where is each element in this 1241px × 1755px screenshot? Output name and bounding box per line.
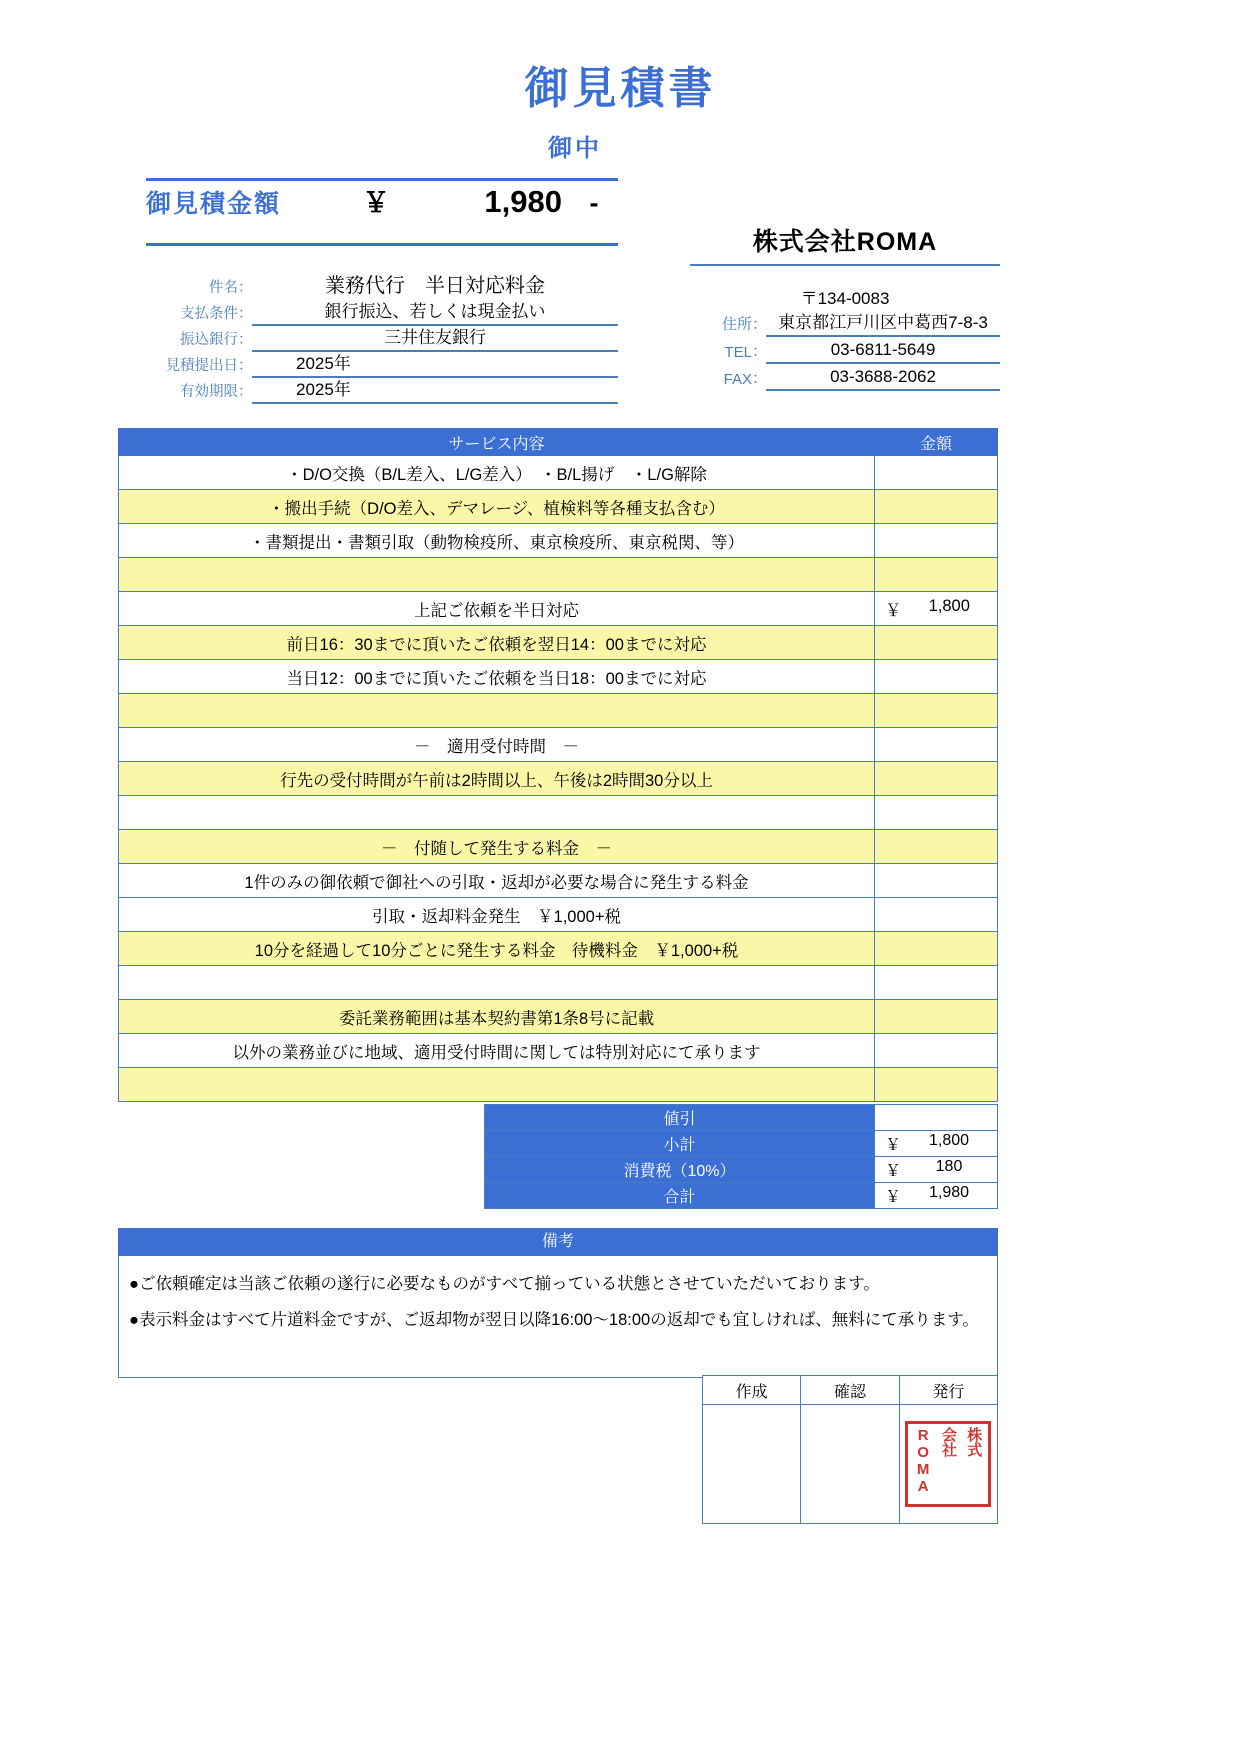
- issue-date-colon: ：: [238, 358, 253, 374]
- service-row: [119, 694, 998, 728]
- service-row-amount: [875, 898, 998, 932]
- service-row-amount: [875, 660, 998, 694]
- fax-label: FAX: [723, 371, 752, 388]
- seal-column-3: ROMA: [914, 1427, 932, 1495]
- payment-terms-label: 支払条件: [180, 306, 238, 322]
- totals-row: [485, 1105, 998, 1131]
- service-row: [119, 524, 998, 558]
- service-row-description: 前日16：30までに頂いたご依頼を翌日14：00までに対応: [119, 626, 875, 660]
- service-row-description: － 付随して発生する料金 －: [119, 830, 875, 864]
- signature-cell-create[interactable]: [703, 1405, 801, 1524]
- company-rule: [690, 264, 1000, 266]
- signature-header-confirm: 確認: [801, 1376, 899, 1405]
- totals-row-currency: ￥: [885, 1189, 902, 1206]
- signature-header-issue: 発行: [899, 1376, 997, 1405]
- bank-label: 振込銀行: [180, 332, 238, 348]
- bank-colon: ：: [238, 332, 253, 348]
- service-row: [119, 660, 998, 694]
- service-row-description: 上記ご依頼を半日対応: [119, 592, 875, 626]
- service-table-body: [119, 429, 998, 1102]
- remarks-line: ●表示料金はすべて片道料金ですが、ご返却物が翌日以降16:00～18:00の返却でも宜しければ、無料にて承ります。: [129, 1311, 979, 1329]
- service-row: [119, 558, 998, 592]
- service-row-amount: [875, 1000, 998, 1034]
- service-row-amount: [875, 558, 998, 592]
- remarks-header: 備考: [118, 1228, 998, 1256]
- service-row-amount: [875, 592, 998, 626]
- service-row: [119, 864, 998, 898]
- address-label: 住所: [721, 316, 752, 333]
- service-row-amount: [875, 694, 998, 728]
- fax-value: 03-3688-2062: [766, 367, 1000, 391]
- signature-header-create: 作成: [703, 1376, 801, 1405]
- service-row-amount: [875, 626, 998, 660]
- service-row-amount: [875, 1034, 998, 1068]
- service-row-description: ・書類提出・書類引取（動物検疫所、東京検疫所、東京税関、等）: [119, 524, 875, 558]
- page-title: 御見積書: [524, 64, 717, 113]
- service-row-amount: [875, 728, 998, 762]
- service-row: [119, 592, 998, 626]
- service-row-description: 委託業務範囲は基本契約書第1条8号に記載: [119, 1000, 875, 1034]
- service-row: [119, 830, 998, 864]
- service-amount-header: 金額: [875, 429, 998, 456]
- quote-amount-row: [146, 181, 618, 239]
- bank-value: 三井住友銀行: [252, 323, 618, 352]
- service-row: [119, 762, 998, 796]
- service-row-amount: [875, 796, 998, 830]
- totals-row: [485, 1183, 998, 1209]
- totals-row-amount-value: 1,980: [928, 1184, 970, 1201]
- valid-until-label: 有効期限: [180, 384, 238, 400]
- totals-table: [484, 1104, 998, 1209]
- service-row: [119, 796, 998, 830]
- service-row: [119, 626, 998, 660]
- totals-row-amount: [875, 1157, 998, 1183]
- service-row: [119, 728, 998, 762]
- totals-row-amount-value: 1,800: [928, 1132, 970, 1149]
- service-row: [119, 1068, 998, 1102]
- service-row-description: [119, 694, 875, 728]
- service-row-currency: ￥: [885, 601, 902, 620]
- seal-columns: [908, 1424, 988, 1504]
- remarks-body: [118, 1256, 998, 1378]
- service-row-description: [119, 558, 875, 592]
- service-row: [119, 1000, 998, 1034]
- signature-table-body: [703, 1376, 998, 1524]
- valid-until-colon: ：: [238, 384, 253, 400]
- service-row: [119, 898, 998, 932]
- seal-column-2: 会社: [939, 1427, 957, 1457]
- issue-date-label: 見積提出日: [165, 358, 238, 374]
- addressee-suffix: 御中: [548, 135, 602, 162]
- quote-amount-block: [146, 178, 618, 246]
- service-row-amount: [875, 762, 998, 796]
- service-row-amount: [875, 830, 998, 864]
- subject-colon: ：: [238, 280, 253, 296]
- issue-date-value: 2025年: [252, 349, 618, 378]
- service-row-amount: [875, 490, 998, 524]
- service-row-description: 当日12：00までに頂いたご依頼を当日18：00までに対応: [119, 660, 875, 694]
- totals-row-label: 合計: [485, 1183, 875, 1209]
- quote-details: [146, 270, 618, 405]
- service-table: [118, 428, 998, 1102]
- quote-amount-dash: -: [589, 188, 599, 218]
- tel-label: TEL: [724, 344, 752, 361]
- service-row-description: [119, 796, 875, 830]
- totals-row-label: 値引: [485, 1105, 875, 1131]
- company-name: 株式会社ROMA: [752, 228, 938, 256]
- address-value: 東京都江戸川区中葛西7-8-3: [766, 308, 1000, 337]
- address-colon: ：: [752, 316, 768, 333]
- totals-row: [485, 1131, 998, 1157]
- signature-body-row: [703, 1405, 998, 1524]
- company-address-row: [690, 311, 1000, 337]
- service-row-description: 以外の業務並びに地域、適用受付時間に関しては特別対応にて承ります: [119, 1034, 875, 1068]
- totals-row-amount-value: 180: [935, 1158, 963, 1175]
- seal-column-1: 株式: [965, 1427, 983, 1457]
- remarks-section: [118, 1228, 998, 1378]
- service-row: [119, 456, 998, 490]
- service-row-description: 10分を経過して10分ごとに発生する料金 待機料金 ￥1,000+税: [119, 932, 875, 966]
- service-row-description: [119, 1068, 875, 1102]
- quote-amount-rule-bottom: [146, 243, 618, 246]
- service-desc-header: サービス内容: [119, 429, 875, 456]
- totals-row-label: 小計: [485, 1131, 875, 1157]
- subject-value: 業務代行 半日対応料金: [325, 275, 545, 297]
- service-row-amount-value: 1,800: [928, 596, 970, 615]
- service-row: [119, 966, 998, 1000]
- totals-row-amount: [875, 1183, 998, 1209]
- service-row-description: ・搬出手続（D/O差入、デマレージ、植検料等各種支払含む）: [119, 490, 875, 524]
- service-row-description: 引取・返却料金発生 ￥1,000+税: [119, 898, 875, 932]
- totals-table-body: [485, 1105, 998, 1209]
- tel-value: 03-6811-5649: [766, 340, 1000, 364]
- service-row-description: － 適用受付時間 －: [119, 728, 875, 762]
- service-row-description: 行先の受付時間が午前は2時間以上、午後は2時間30分以上: [119, 762, 875, 796]
- totals-row-amount: [875, 1105, 998, 1131]
- totals-row-amount: [875, 1131, 998, 1157]
- signature-header-row: [703, 1376, 998, 1405]
- signature-table: [702, 1375, 998, 1524]
- totals-row: [485, 1157, 998, 1183]
- detail-row-valid-until: [146, 379, 618, 404]
- payment-terms-value: 銀行振込、若しくは現金払い: [252, 297, 618, 326]
- service-row-amount: [875, 524, 998, 558]
- detail-row-subject: [146, 270, 618, 300]
- valid-until-value: 2025年: [252, 375, 618, 404]
- fax-colon: ：: [752, 370, 768, 387]
- company-tel-row: [690, 338, 1000, 364]
- service-row-amount: [875, 456, 998, 490]
- payment-terms-colon: ：: [238, 306, 253, 322]
- quote-amount-currency: ￥: [362, 188, 390, 218]
- company-info: [690, 222, 1000, 392]
- signature-cell-issue[interactable]: [899, 1405, 997, 1524]
- company-fax-row: [690, 365, 1000, 391]
- service-row-amount: [875, 932, 998, 966]
- company-seal-stamp: [905, 1421, 991, 1507]
- service-row-amount: [875, 966, 998, 1000]
- company-zip: 〒134-0083: [800, 289, 890, 308]
- subject-label: 件名: [209, 280, 238, 296]
- tel-colon: ：: [752, 343, 768, 360]
- quote-amount-label: 御見積金額: [146, 190, 282, 218]
- totals-row-currency: ￥: [885, 1163, 902, 1180]
- signature-cell-confirm[interactable]: [801, 1405, 899, 1524]
- service-row-description: 1件のみの御依頼で御社への引取・返却が必要な場合に発生する料金: [119, 864, 875, 898]
- quote-amount-value: 1,980: [484, 184, 562, 219]
- service-row: [119, 932, 998, 966]
- service-row-description: ・D/O交換（B/L差入、L/G差入） ・B/L揚げ ・L/G解除: [119, 456, 875, 490]
- totals-row-label: 消費税（10%）: [485, 1157, 875, 1183]
- service-row-description: [119, 966, 875, 1000]
- remarks-line: ●ご依頼確定は当該ご依頼の遂行に必要なものがすべて揃っている状態とさせていただいております。: [129, 1275, 880, 1293]
- service-row-amount: [875, 1068, 998, 1102]
- service-row: [119, 1034, 998, 1068]
- service-row-amount: [875, 864, 998, 898]
- service-row: [119, 490, 998, 524]
- totals-row-currency: ￥: [885, 1137, 902, 1154]
- service-table-header-row: [119, 429, 998, 456]
